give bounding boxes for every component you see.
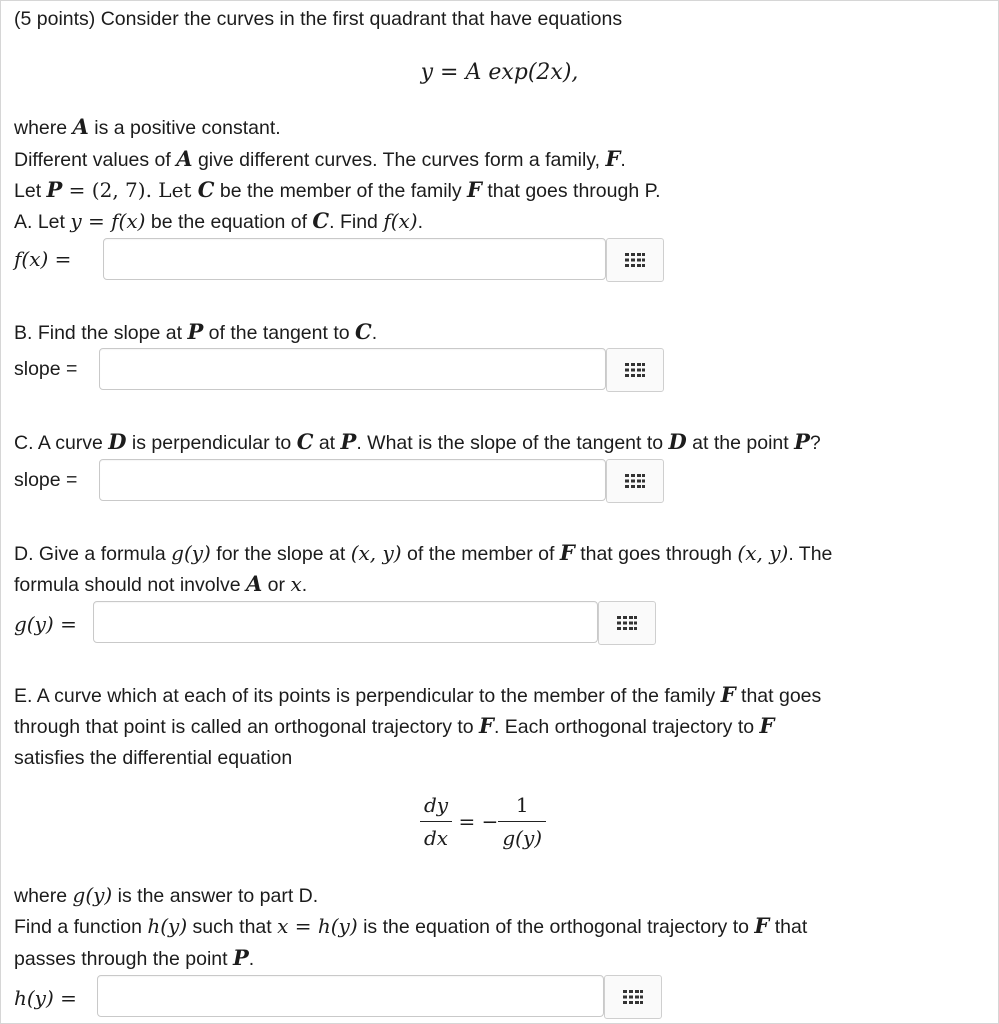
part-d-answer-field[interactable] xyxy=(93,601,598,643)
part-b-palette-button[interactable] xyxy=(606,348,664,392)
intro-text: (5 points) Consider the curves in the first quadrant that have equations xyxy=(14,8,623,30)
grid-palette-icon xyxy=(622,989,644,1005)
part-b-question: B. Find the slope at P of the tangent to C. xyxy=(14,319,378,344)
part-c-label: slope = xyxy=(14,469,78,491)
part-d-palette-button[interactable] xyxy=(598,601,656,645)
part-a-label: f(x) = xyxy=(14,247,72,271)
part-d-label: g(y) = xyxy=(14,612,77,636)
main-equation: y = A exp(2x), xyxy=(420,60,579,85)
where-line: where A is a positive constant. xyxy=(14,114,281,139)
dy-dx-fraction: $\frac{dy}{dx}$ xyxy=(420,793,452,850)
part-e-label: h(y) = xyxy=(14,986,77,1010)
part-d-question-line1: D. Give a formula g(y) for the slope at (x, y) of the member of F that goes through (x, y). The xyxy=(14,540,833,565)
part-e-line4: where g(y) is the answer to part D. xyxy=(14,883,319,907)
part-b-label: slope = xyxy=(14,358,78,380)
grid-palette-icon xyxy=(624,473,646,489)
part-e-line1: E. A curve which at each of its points is perpendicular to the member of the family F that goes xyxy=(14,682,822,707)
different-values-line: Different values of A give different curves. The curves form a family, F. xyxy=(14,146,626,171)
part-b-input[interactable] xyxy=(100,349,605,389)
differential-equation: $\frac{dy}{dx}$ = − $\frac{1}{g(y)}$ xyxy=(420,793,546,850)
grid-palette-icon xyxy=(624,362,646,378)
part-c-input[interactable] xyxy=(100,460,605,500)
part-a-palette-button[interactable] xyxy=(606,238,664,282)
part-e-line2: through that point is called an orthogonal trajectory to F. Each orthogonal trajectory to F xyxy=(14,713,775,738)
part-e-input[interactable] xyxy=(98,976,603,1016)
part-e-line6: passes through the point P. xyxy=(14,945,255,970)
part-e-answer-field[interactable] xyxy=(97,975,604,1017)
part-d-question-line2: formula should not involve A or x. xyxy=(14,571,308,596)
part-c-answer-field[interactable] xyxy=(99,459,606,501)
grid-palette-icon xyxy=(616,615,638,631)
part-d-input[interactable] xyxy=(94,602,597,642)
part-e-line3: satisfies the differential equation xyxy=(14,747,293,769)
part-e-line5: Find a function h(y) such that x = h(y) is the equation of the orthogonal trajectory to F that xyxy=(14,913,808,938)
part-a-input[interactable] xyxy=(104,239,605,279)
part-b-answer-field[interactable] xyxy=(99,348,606,390)
part-e-palette-button[interactable] xyxy=(604,975,662,1019)
part-c-question: C. A curve D is perpendicular to C at P. What is the slope of the tangent to D at the point P? xyxy=(14,429,821,454)
part-a-answer-field[interactable] xyxy=(103,238,606,280)
part-c-palette-button[interactable] xyxy=(606,459,664,503)
grid-palette-icon xyxy=(624,252,646,268)
reciprocal-g-fraction: $\frac{1}{g(y)}$ xyxy=(498,793,546,850)
part-a-question: A. Let y = f(x) be the equation of C. Find f(x). xyxy=(14,208,424,233)
let-line: Let P = (2, 7). Let C be the member of the family F that goes through P. xyxy=(14,177,661,202)
